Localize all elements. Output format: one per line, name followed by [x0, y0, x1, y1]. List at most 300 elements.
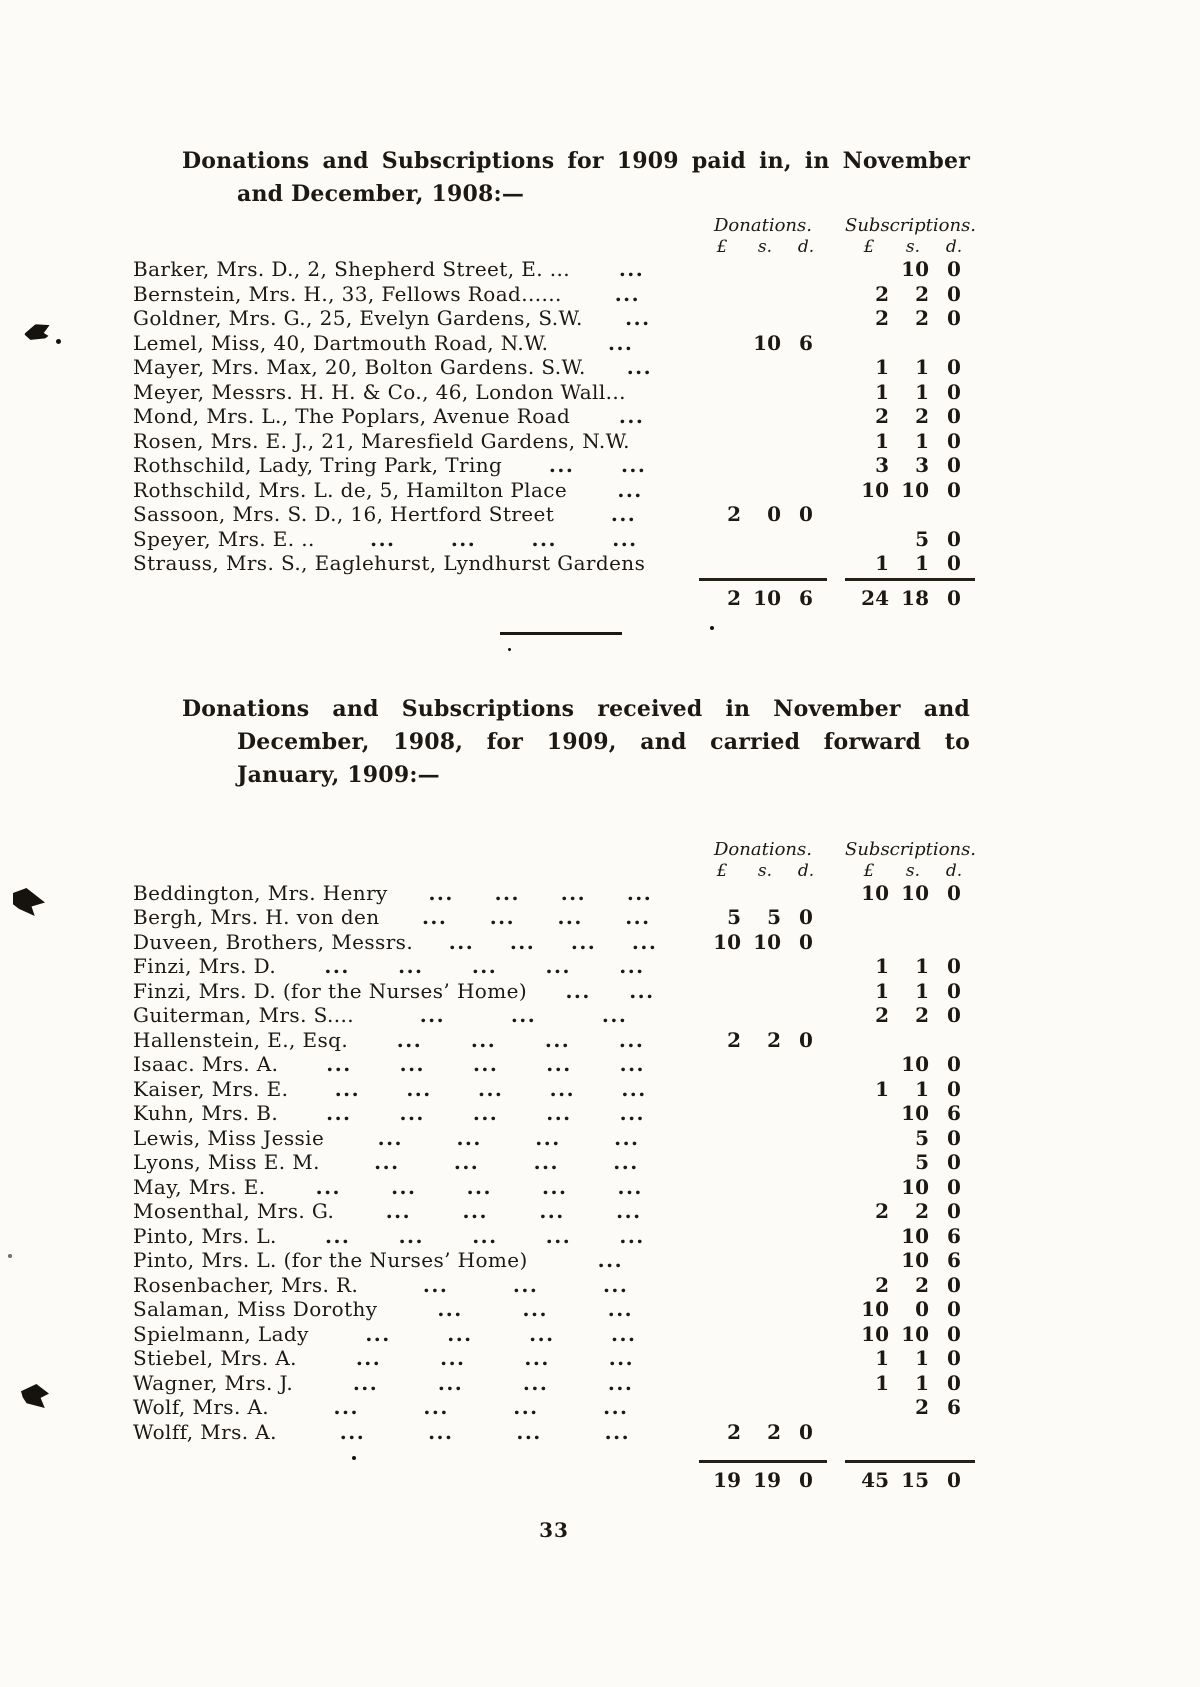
dot-leaders: ... ... ... — [422, 1272, 629, 1297]
table-row — [133, 905, 975, 930]
pounds-unit: £ — [863, 237, 875, 257]
table-row — [133, 1273, 975, 1298]
donor-name-text: Bernstein, Mrs. H., 33, Fellows Road...... — [133, 281, 562, 306]
sub-pence: 0 — [947, 404, 961, 428]
sub-pence: 0 — [947, 1052, 961, 1076]
sub-shillings: 10 — [901, 257, 929, 281]
donor-name-text: Rothschild, Mrs. L. de, 5, Hamilton Place — [133, 477, 568, 502]
donor-name-text: May, Mrs. E. — [133, 1174, 266, 1199]
name-column-space — [133, 215, 699, 237]
table-row — [133, 954, 975, 979]
donor-name — [133, 551, 699, 576]
donor-name — [133, 881, 699, 906]
sub-pence: 0 — [947, 1125, 961, 1150]
don-shillings: 0 — [767, 502, 781, 526]
donor-name — [133, 1224, 699, 1249]
sub-pounds: 2 — [875, 281, 889, 306]
sub-pence: 0 — [947, 1150, 961, 1174]
don-pounds: 2 — [727, 1027, 741, 1052]
don-shillings: 5 — [767, 905, 781, 929]
donor-name-text: Pinto, Mrs. L. — [133, 1223, 277, 1248]
table-row — [133, 429, 975, 454]
donor-name — [133, 404, 699, 429]
pounds-unit: £ — [863, 860, 875, 881]
donor-name — [133, 1273, 699, 1298]
donor-name — [133, 1248, 699, 1273]
donor-name — [133, 306, 699, 331]
dot-leaders: ... ... ... ... ... — [325, 1223, 645, 1248]
shillings-unit: s. — [757, 237, 773, 257]
table-row — [133, 1199, 975, 1224]
donor-name — [133, 1371, 699, 1396]
column-spacer — [827, 1460, 845, 1492]
don-shillings: 2 — [767, 1027, 781, 1052]
sub-pounds: 2 — [875, 1272, 889, 1297]
table-row — [133, 380, 975, 405]
ink-speck — [56, 339, 61, 344]
subscriptions-total — [845, 1460, 975, 1492]
ink-blot — [21, 1384, 49, 1408]
donations-column-label: Donations. — [714, 215, 812, 236]
donor-name — [133, 979, 699, 1004]
dot-leaders: ... — [607, 330, 634, 355]
sub-pence: 0 — [947, 1297, 961, 1321]
section1-donor-table — [133, 257, 975, 576]
donor-name — [133, 930, 699, 955]
pence-unit: d. — [797, 860, 815, 881]
sub-pounds: 1 — [875, 1370, 889, 1395]
table-row — [133, 1420, 975, 1445]
donor-name — [133, 1322, 699, 1347]
sub-pence: 6 — [947, 1395, 961, 1419]
donor-name-text: Spielmann, Lady — [133, 1321, 309, 1346]
sub-pence: 0 — [947, 1272, 961, 1297]
sub-pounds: 10 — [861, 880, 889, 905]
section1-heading — [182, 145, 970, 211]
donor-name-text: Rothschild, Lady, Tring Park, Tring — [133, 453, 503, 477]
sub-pence: 0 — [947, 954, 961, 978]
ink-speck — [8, 1254, 12, 1258]
dot-leaders: ... — [614, 281, 641, 306]
ink-blot — [13, 888, 45, 916]
dot-leaders: ... ... ... ... ... — [326, 1052, 645, 1076]
donor-name — [133, 257, 699, 282]
sub-shillings: 2 — [915, 1003, 929, 1027]
sub-shillings: 10 — [901, 1052, 929, 1076]
sub-shillings: 2 — [915, 281, 929, 306]
dot-leaders: ... ... ... ... — [333, 1395, 629, 1419]
heading-line: Donations and Subscriptions received in November and — [182, 695, 970, 722]
donor-name — [133, 1150, 699, 1175]
dot-leaders: ... — [618, 404, 645, 428]
sub-pence: 6 — [947, 1248, 961, 1272]
donor-name — [133, 1420, 699, 1445]
donor-name-text: Strauss, Mrs. S., Eaglehurst, Lyndhurst Gardens — [133, 551, 646, 575]
shillings-unit: s. — [905, 237, 921, 257]
table-row — [133, 1150, 975, 1175]
donor-name-text: Guiterman, Mrs. S.... — [133, 1003, 355, 1027]
donor-name — [133, 1199, 699, 1224]
sub-shillings: 10 — [901, 1248, 929, 1272]
donor-name-text: Hallenstein, E., Esq. — [133, 1027, 349, 1052]
dot-leaders: ... ... — [548, 453, 647, 477]
sub-shillings: 5 — [915, 1150, 929, 1174]
sub-shillings: 1 — [915, 978, 929, 1003]
don-pence: 0 — [799, 1419, 813, 1444]
total-shillings: 18 — [901, 585, 929, 610]
dot-leaders: ... ... — [565, 978, 655, 1003]
column-spacer — [827, 237, 845, 257]
donor-name-text: Sassoon, Mrs. S. D., 16, Hertford Street — [133, 502, 555, 526]
sub-pounds: 1 — [875, 551, 889, 575]
table-row — [133, 453, 975, 478]
total-shillings: 15 — [901, 1468, 929, 1492]
donor-name-text: Wolf, Mrs. A. — [133, 1395, 270, 1419]
name-column-space — [133, 1460, 699, 1492]
dot-leaders: ... ... ... ... ... — [326, 1101, 646, 1125]
donor-name-text: Rosenbacher, Mrs. R. — [133, 1272, 359, 1297]
donor-name — [133, 1297, 699, 1322]
donor-name — [133, 1346, 699, 1371]
pounds-unit: £ — [716, 237, 728, 257]
dot-leaders: ... ... ... ... — [374, 1150, 639, 1174]
sub-pounds: 2 — [875, 306, 889, 330]
shillings-unit: s. — [757, 860, 773, 881]
total-pence: 6 — [799, 585, 813, 610]
dot-leaders: ... — [617, 477, 643, 502]
table-row — [133, 404, 975, 429]
table-row — [133, 979, 975, 1004]
dot-leaders: ... ... ... ... — [365, 1321, 637, 1346]
sub-shillings: 1 — [915, 379, 929, 404]
table-row — [133, 551, 975, 576]
sub-pence: 0 — [947, 379, 961, 404]
donor-name-text: Kaiser, Mrs. E. — [133, 1076, 289, 1101]
table-row — [133, 1028, 975, 1053]
pence-unit: d. — [945, 860, 963, 881]
donor-name — [133, 1126, 699, 1151]
donations-total — [699, 1460, 827, 1492]
donor-name-text: Lyons, Miss E. M. — [133, 1150, 320, 1174]
sub-pence: 0 — [947, 355, 961, 379]
page-number: 33 — [539, 1518, 569, 1542]
table-row — [133, 1322, 975, 1347]
donor-name-text: Lewis, Miss Jessie — [133, 1125, 325, 1150]
sub-shillings: 10 — [901, 1174, 929, 1199]
sub-pence: 0 — [947, 978, 961, 1003]
sub-pounds: 2 — [875, 1199, 889, 1223]
don-pounds: 2 — [727, 502, 741, 526]
dot-leaders: ... ... ... — [419, 1003, 628, 1027]
sub-pence: 0 — [947, 1321, 961, 1346]
section1-currency-units — [133, 237, 975, 257]
sub-pounds: 2 — [875, 1003, 889, 1027]
table-row — [133, 1395, 975, 1420]
donor-name — [133, 954, 699, 979]
total-pounds: 2 — [727, 585, 741, 610]
don-pence: 0 — [799, 502, 813, 526]
table-row — [133, 1126, 975, 1151]
table-row — [133, 478, 975, 503]
dot-leaders: ... ... ... ... ... — [334, 1076, 647, 1101]
sub-pounds: 1 — [875, 978, 889, 1003]
dot-leaders: ... ... ... ... — [421, 905, 651, 929]
donor-name — [133, 1052, 699, 1077]
sub-pence: 0 — [947, 1003, 961, 1027]
section2-column-groups — [133, 839, 975, 861]
heading-line: and December, 1908:— — [237, 181, 525, 207]
donor-name-text: Duveen, Brothers, Messrs. — [133, 929, 414, 954]
dot-leaders: ... ... ... ... — [448, 929, 658, 954]
sub-shillings: 10 — [901, 477, 929, 502]
donations-column-label: Donations. — [714, 838, 812, 860]
dot-leaders: ... ... ... ... — [352, 1370, 634, 1395]
name-column-space — [133, 839, 699, 861]
donor-name — [133, 429, 699, 454]
sub-shillings: 1 — [915, 1346, 929, 1370]
pence-unit: d. — [797, 237, 815, 257]
table-row — [133, 1297, 975, 1322]
table-row — [133, 257, 975, 282]
column-spacer — [827, 215, 845, 237]
table-row — [133, 306, 975, 331]
pence-unit: d. — [945, 237, 963, 257]
subscriptions-column-label: Subscriptions. — [845, 215, 977, 236]
don-shillings: 2 — [767, 1419, 781, 1444]
heading-line: December, 1908, for 1909, and carried forward to — [237, 728, 970, 755]
don-pounds: 10 — [713, 929, 741, 954]
sub-shillings: 1 — [915, 1370, 929, 1395]
sub-shillings: 5 — [915, 526, 929, 551]
donor-name — [133, 331, 699, 356]
donor-name-text: Barker, Mrs. D., 2, Shepherd Street, E. ... — [133, 257, 571, 281]
sub-pounds: 1 — [875, 1076, 889, 1101]
subscriptions-column-label: Subscriptions. — [845, 838, 977, 860]
section2-heading — [182, 693, 970, 792]
total-pence: 0 — [947, 585, 961, 610]
sub-pence: 0 — [947, 477, 961, 502]
heading-line: Donations and Subscriptions for 1909 paid in, in November — [182, 148, 970, 174]
donor-name — [133, 453, 699, 478]
ink-blot — [22, 321, 52, 344]
donor-name-text: Bergh, Mrs. H. von den — [133, 905, 380, 929]
name-column-space — [133, 861, 699, 881]
don-shillings: 10 — [753, 330, 781, 355]
donations-total — [699, 578, 827, 610]
table-row — [133, 930, 975, 955]
sub-pence: 6 — [947, 1101, 961, 1125]
dot-leaders: ... ... ... ... — [385, 1199, 642, 1223]
donor-name — [133, 1175, 699, 1200]
donor-name — [133, 282, 699, 307]
ink-speck — [508, 648, 511, 651]
donor-name-text: Finzi, Mrs. D. (for the Nurses’ Home) — [133, 978, 528, 1003]
table-row — [133, 355, 975, 380]
section-divider-rule — [500, 632, 622, 635]
table-row — [133, 502, 975, 527]
sub-shillings: 3 — [915, 453, 929, 477]
sub-pounds: 10 — [861, 1321, 889, 1346]
sub-pence: 0 — [947, 428, 961, 453]
pounds-unit: £ — [716, 860, 728, 881]
sub-shillings: 1 — [915, 355, 929, 379]
donor-name-text: Isaac. Mrs. A. — [133, 1052, 279, 1076]
donor-name — [133, 1028, 699, 1053]
table-row — [133, 1003, 975, 1028]
sub-shillings: 1 — [915, 1076, 929, 1101]
dot-leaders: ... ... ... ... ... — [315, 1174, 643, 1199]
shillings-unit: s. — [905, 860, 921, 881]
sub-pounds: 10 — [861, 477, 889, 502]
sub-pounds: 1 — [875, 379, 889, 404]
donor-name-text: Mond, Mrs. L., The Poplars, Avenue Road — [133, 404, 571, 428]
sub-shillings: 10 — [901, 880, 929, 905]
donor-name-text: Wolff, Mrs. A. — [133, 1419, 277, 1444]
column-spacer — [827, 578, 845, 610]
donor-name-text: Lemel, Miss, 40, Dartmouth Road, N.W. — [133, 330, 549, 355]
table-row — [133, 1101, 975, 1126]
section2-donor-table — [133, 881, 975, 1445]
name-column-space — [133, 578, 699, 610]
sub-shillings: 1 — [915, 551, 929, 575]
donor-name-text: Speyer, Mrs. E. .. — [133, 526, 315, 551]
table-row — [133, 1224, 975, 1249]
donor-name-text: Stiebel, Mrs. A. — [133, 1346, 297, 1370]
dot-leaders: ... ... ... ... — [355, 1346, 635, 1370]
name-column-space — [133, 237, 699, 257]
total-shillings: 19 — [753, 1468, 781, 1492]
donor-name-text: Mosenthal, Mrs. G. — [133, 1199, 335, 1223]
dot-leaders: ... ... ... ... — [428, 880, 653, 905]
table-row — [133, 282, 975, 307]
dot-leaders: ... ... ... ... — [339, 1419, 631, 1444]
section1-totals — [133, 578, 975, 610]
table-row — [133, 1346, 975, 1371]
sub-shillings: 2 — [915, 1272, 929, 1297]
section1-column-groups — [133, 215, 975, 237]
table-row — [133, 331, 975, 356]
donor-name-text: Mayer, Mrs. Max, 20, Bolton Gardens. S.W. — [133, 355, 586, 379]
sub-shillings: 1 — [915, 954, 929, 978]
table-row — [133, 1052, 975, 1077]
donor-name-text: Beddington, Mrs. Henry — [133, 880, 388, 905]
sub-pounds: 10 — [861, 1297, 889, 1321]
table-row — [133, 1371, 975, 1396]
dot-leaders: ... — [626, 355, 653, 379]
sub-shillings: 10 — [901, 1223, 929, 1248]
sub-pence: 0 — [947, 306, 961, 330]
sub-pounds: 1 — [875, 1346, 889, 1370]
dot-leaders: ... ... ... ... ... — [324, 954, 645, 978]
donor-name — [133, 1395, 699, 1420]
dot-leaders: ... — [610, 502, 637, 526]
sub-pounds: 1 — [875, 954, 889, 978]
table-row — [133, 1175, 975, 1200]
table-row — [133, 1248, 975, 1273]
sub-pence: 0 — [947, 880, 961, 905]
sub-pounds: 1 — [875, 355, 889, 379]
section2-totals — [133, 1460, 975, 1492]
donor-name-text: Kuhn, Mrs. B. — [133, 1101, 279, 1125]
table-row — [133, 1077, 975, 1102]
ink-speck — [352, 1456, 356, 1460]
dot-leaders: ... ... ... ... — [377, 1125, 640, 1150]
sub-pence: 0 — [947, 526, 961, 551]
don-pence: 0 — [799, 1027, 813, 1052]
total-pence: 0 — [799, 1468, 813, 1492]
dot-leaders: ... ... ... ... — [396, 1027, 645, 1052]
total-pounds: 45 — [861, 1468, 889, 1492]
heading-line: January, 1909:— — [237, 761, 440, 788]
sub-pence: 0 — [947, 1346, 961, 1370]
total-shillings: 10 — [753, 585, 781, 610]
sub-shillings: 10 — [901, 1321, 929, 1346]
dot-leaders: ... — [597, 1248, 624, 1272]
donor-name — [133, 1077, 699, 1102]
donor-name — [133, 905, 699, 930]
sub-shillings: 0 — [915, 1297, 929, 1321]
sub-pence: 0 — [947, 281, 961, 306]
sub-pence: 0 — [947, 551, 961, 575]
don-pounds: 2 — [727, 1419, 741, 1444]
sub-pounds: 3 — [875, 453, 889, 477]
sub-pence: 6 — [947, 1223, 961, 1248]
sub-pounds: 1 — [875, 428, 889, 453]
total-pence: 0 — [947, 1468, 961, 1492]
sub-pence: 0 — [947, 1076, 961, 1101]
don-pence: 0 — [799, 905, 813, 929]
sub-pounds: 2 — [875, 404, 889, 428]
donor-name-text: Rosen, Mrs. E. J., 21, Maresfield Gardens, N.W. — [133, 428, 630, 453]
column-spacer — [827, 861, 845, 881]
sub-shillings: 2 — [915, 306, 929, 330]
ink-speck — [710, 626, 714, 630]
donor-name — [133, 1101, 699, 1126]
sub-pence: 0 — [947, 257, 961, 281]
don-pence: 6 — [799, 330, 813, 355]
sub-pence: 0 — [947, 453, 961, 477]
donor-name-text: Finzi, Mrs. D. — [133, 954, 277, 978]
sub-shillings: 2 — [915, 1395, 929, 1419]
donor-name-text: Salaman, Miss Dorothy — [133, 1297, 378, 1321]
donor-name-text: Pinto, Mrs. L. (for the Nurses’ Home) — [133, 1248, 528, 1272]
sub-shillings: 1 — [915, 428, 929, 453]
donor-name-text: Goldner, Mrs. G., 25, Evelyn Gardens, S.W. — [133, 306, 583, 330]
sub-shillings: 2 — [915, 404, 929, 428]
column-spacer — [827, 839, 845, 861]
donor-name-text: Meyer, Messrs. H. H. & Co., 46, London Wall... — [133, 379, 626, 404]
donor-name — [133, 1003, 699, 1028]
don-pounds: 5 — [727, 905, 741, 929]
dot-leaders: ... ... ... ... — [370, 526, 638, 551]
table-row — [133, 881, 975, 906]
sub-shillings: 10 — [901, 1101, 929, 1125]
don-pence: 0 — [799, 929, 813, 954]
dot-leaders: ... — [618, 257, 645, 281]
don-shillings: 10 — [753, 929, 781, 954]
donor-name-text: Wagner, Mrs. J. — [133, 1370, 294, 1395]
subscriptions-total — [845, 578, 975, 610]
sub-shillings: 5 — [915, 1125, 929, 1150]
donor-name — [133, 502, 699, 527]
section2-currency-units — [133, 861, 975, 881]
page-content — [133, 0, 975, 1542]
total-pounds: 24 — [861, 585, 889, 610]
total-pounds: 19 — [713, 1468, 741, 1492]
sub-shillings: 2 — [915, 1199, 929, 1223]
donor-name — [133, 527, 699, 552]
sub-pence: 0 — [947, 1174, 961, 1199]
